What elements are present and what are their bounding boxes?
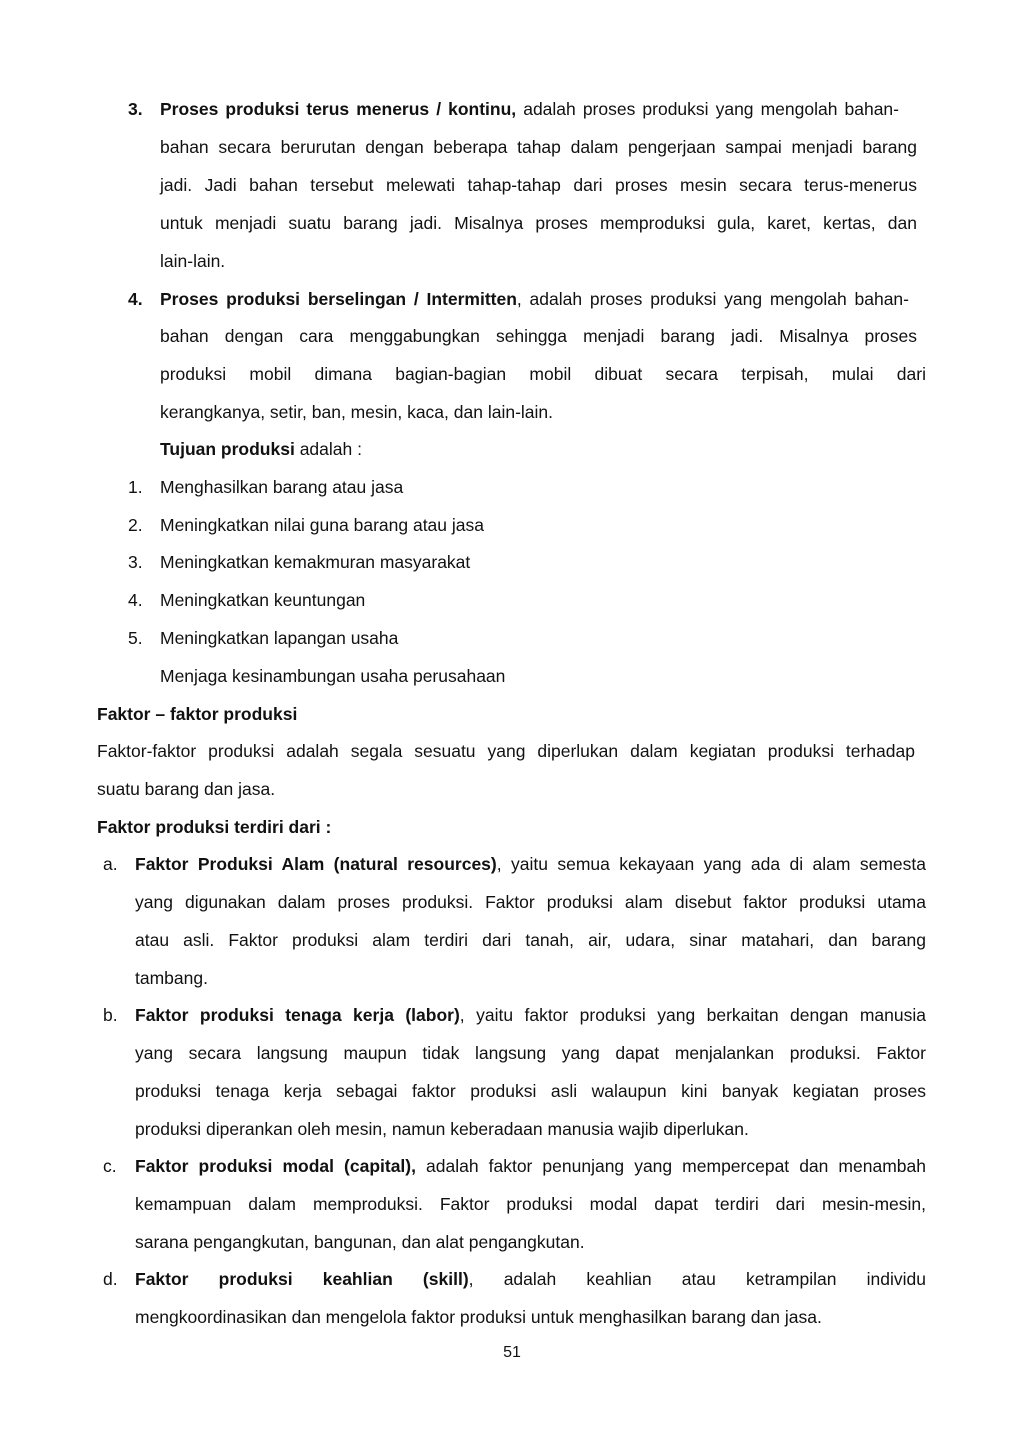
faktor-c-text: adalah faktor penunjang yang mempercepat dan menambah <box>415 1156 926 1176</box>
faktor-a-line: tambang. <box>135 968 208 988</box>
faktor-d-line: mengkoordinasikan dan mengelola faktor produksi untuk menghasilkan barang dan jasa. <box>135 1307 822 1327</box>
faktor-a-line: atau asli. Faktor produksi alam terdiri dari tanah, air, udara, sinar matahari, dan barang <box>135 930 926 950</box>
list-number: 5. <box>128 628 143 648</box>
faktor-b-title: Faktor produksi tenaga kerja (labor) <box>135 1005 460 1025</box>
list-item: Meningkatkan keuntungan <box>160 590 366 610</box>
list-number: 2. <box>128 515 143 535</box>
faktor-c-title: Faktor produksi modal (capital), <box>135 1156 416 1176</box>
item4-first-line <box>160 287 909 311</box>
list-number: 3. <box>128 99 143 119</box>
faktor-a-first-line <box>135 852 926 876</box>
list-item: Meningkatkan lapangan usaha <box>160 628 399 648</box>
list-letter: b. <box>103 1005 118 1025</box>
faktor-b-line: produksi diperankan oleh mesin, namun keberadaan manusia wajib diperlukan. <box>135 1119 749 1139</box>
list-number: 4. <box>128 590 143 610</box>
faktor-d-first-line <box>135 1267 926 1291</box>
item3-title: Proses produksi terus menerus / kontinu, <box>160 99 517 119</box>
page-number: 51 <box>503 1344 521 1361</box>
item3-line: bahan secara berurutan dengan beberapa tahap dalam pengerjaan sampai menjadi barang <box>160 137 917 157</box>
list-number: 4. <box>128 289 143 309</box>
list-number: 3. <box>128 552 143 572</box>
faktor-a-line: yang digunakan dalam proses produksi. Faktor produksi alam disebut faktor produksi utama <box>135 892 926 912</box>
faktor-c-line: kemampuan dalam memproduksi. Faktor produksi modal dapat terdiri dari mesin-mesin, <box>135 1194 926 1214</box>
paragraph-line: suatu barang dan jasa. <box>97 779 276 799</box>
faktor-d-text: , adalah keahlian atau ketrampilan individu <box>468 1269 926 1289</box>
faktor-c-first-line <box>135 1154 926 1178</box>
faktor-b-text: , yaitu faktor produksi yang berkaitan dengan manusia <box>459 1005 926 1025</box>
subheading: Faktor produksi terdiri dari : <box>97 817 332 837</box>
item3-line: untuk menjadi suatu barang jadi. Misalnya proses memproduksi gula, karet, kertas, dan <box>160 213 917 233</box>
item3-first-line <box>160 97 899 121</box>
item3-line: lain-lain. <box>160 251 226 271</box>
faktor-a-title: Faktor Produksi Alam (natural resources) <box>135 854 497 874</box>
faktor-b-line: produksi tenaga kerja sebagai faktor produksi asli walaupun kini banyak kegiatan proses <box>135 1081 926 1101</box>
item4-line: produksi mobil dimana bagian-bagian mobil dibuat secara terpisah, mulai dari <box>160 364 926 384</box>
section-heading: Faktor – faktor produksi <box>97 704 298 724</box>
list-number: 1. <box>128 477 143 497</box>
list-item: Menjaga kesinambungan usaha perusahaan <box>160 666 506 686</box>
faktor-a-text: , yaitu semua kekayaan yang ada di alam semesta <box>496 854 926 874</box>
faktor-d-title: Faktor produksi keahlian (skill) <box>135 1269 469 1289</box>
list-item: Meningkatkan nilai guna barang atau jasa <box>160 515 484 535</box>
paragraph-line: Faktor-faktor produksi adalah segala sesuatu yang diperlukan dalam kegiatan produksi terhadap <box>97 741 915 761</box>
tujuan-heading <box>160 437 362 461</box>
item4-line: kerangkanya, setir, ban, mesin, kaca, dan lain-lain. <box>160 402 553 422</box>
item4-text: , adalah proses produksi yang mengolah bahan- <box>516 289 909 309</box>
list-item: Meningkatkan kemakmuran masyarakat <box>160 552 471 572</box>
tujuan-suffix: adalah : <box>294 439 362 459</box>
list-letter: d. <box>103 1269 118 1289</box>
list-letter: a. <box>103 854 118 874</box>
item3-text: adalah proses produksi yang mengolah bahan- <box>516 99 899 119</box>
item4-title: Proses produksi berselingan / Intermitten <box>160 289 517 309</box>
item3-line: jadi. Jadi bahan tersebut melewati tahap-tahap dari proses mesin secara terus-menerus <box>160 175 917 195</box>
faktor-b-line: yang secara langsung maupun tidak langsung yang dapat menjalankan produksi. Faktor <box>135 1043 926 1063</box>
list-item: Menghasilkan barang atau jasa <box>160 477 404 497</box>
tujuan-title: Tujuan produksi <box>160 439 295 459</box>
list-letter: c. <box>103 1156 117 1176</box>
faktor-b-first-line <box>135 1003 926 1027</box>
faktor-c-line: sarana pengangkutan, bangunan, dan alat pengangkutan. <box>135 1232 585 1252</box>
item4-line: bahan dengan cara menggabungkan sehingga menjadi barang jadi. Misalnya proses <box>160 326 917 346</box>
